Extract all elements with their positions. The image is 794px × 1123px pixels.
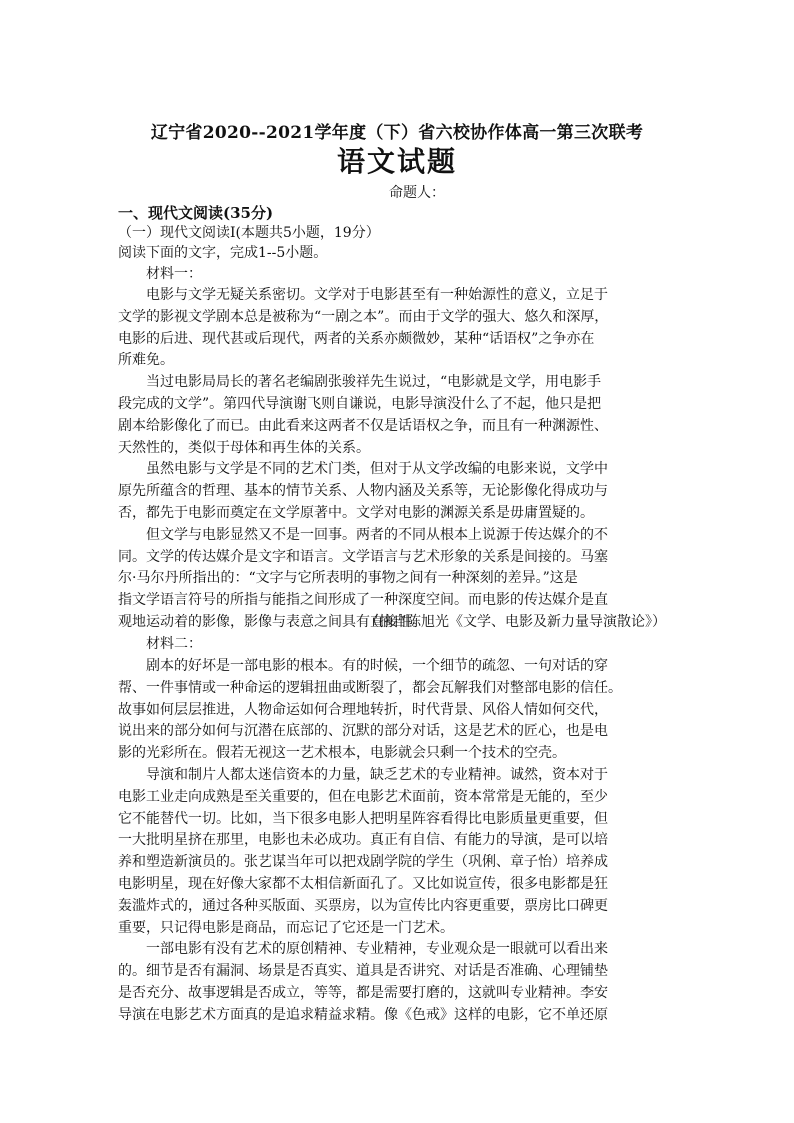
text-line: 指文学语言符号的所指与能指之间形成了一种深度空间。而电影的传达媒介是直 [118,592,608,609]
text-line: 观地运动着的影像，影像与表意之间具有直接性。 [118,614,426,630]
text-line: 的。细节是否有漏洞、场景是否真实、道具是否讲究、对话是否准确、心理铺垫 [118,963,608,980]
text-line: 同。文学的传达媒介是文字和语言。文学语言与艺术形象的关系是间接的。马塞 [118,548,608,565]
subject-title: 语文试题 [336,145,457,178]
text-line: 一大批明星挤在那里，电影也未必成功。真正有自信、有能力的导演，是可以培 [118,832,608,849]
text-line: 养和塑造新演员的。张艺谋当年可以把戏剧学院的学生（巩俐、章子怡）培养成 [118,854,608,871]
instruction-text: 阅读下面的文字，完成1--5小题。 [118,245,328,261]
text-line: 剧本的好坏是一部电影的根本。有的时候，一个细节的疏忽、一句对话的穿 [146,658,608,674]
text-line: 剧本给影像化了而已。由此看来这两者不仅是话语权之争，而且有一种渊源性、 [118,417,608,434]
text-line: 虽然电影与文学是不同的艺术门类，但对于从文学改编的电影来说，文学中 [146,461,608,478]
text-line: 故事如何层层推进，人物命运如何合理地转折，时代背景、风俗人情如何交代， [118,701,608,718]
text-line: 当过电影局局长的著名老编剧张骏祥先生说过，“电影就是文学，用电影手 [146,374,602,391]
text-line: 它不能替代一切。比如，当下很多电影人把明星阵容看得比电影质量更重要，但 [118,810,608,827]
text-line: 重要，只记得电影是商品，而忘记了它还是一门艺术。 [118,919,454,936]
text-line: 段完成的文学”。第四代导演谢飞则自谦说，电影导演没什么了不起，他只是把 [118,396,602,412]
text-line: 电影与文学无疑关系密切。文学对于电影甚至有一种始源性的意义，立足于 [146,287,608,303]
source-citation: （摘自陈旭光《文学、电影及新力量导演散论》） [365,614,666,630]
author-label: 命题人： [389,185,445,201]
text-line: 但文学与电影显然又不是一回事。两者的不同从根本上说源于传达媒介的不 [146,526,608,543]
text-line: 否，都先于电影而奠定在文学原著中。文学对电影的渊源关系是毋庸置疑的。 [118,505,594,521]
material-label: 材料一： [146,266,202,282]
text-line: 天然性的，类似于母体和再生体的关系。 [118,439,370,456]
material-label: 材料二： [146,636,202,652]
text-line: 尔·马尔丹所指出的：“文字与它所表明的事物之间有一种深刻的差异。”这是 [118,570,578,587]
text-line: 一部电影有没有艺术的原创精神、专业精神，专业观众是一眼就可以看出来 [146,941,608,958]
text-line: 是否充分、故事逻辑是否成立，等等，都是需要打磨的，这就叫专业精神。李安 [118,985,608,1001]
text-line: 电影的后进、现代甚或后现代，两者的关系亦颇微妙，某种“话语权”之争亦在 [118,330,595,347]
text-line: 原先所蕴含的哲理、基本的情节关系、人物内涵及关系等，无论影像化得成功与 [118,483,608,500]
text-line: 导演和制片人都太迷信资本的力量，缺乏艺术的专业精神。诚然，资本对于 [146,767,608,783]
text-line: 帮、一件事情或一种命运的逻辑扭曲或断裂了，都会瓦解我们对整部电影的信任。 [118,679,622,696]
subsection-heading: （一）现代文阅读Ⅰ(本题共5小题，19分） [118,225,380,241]
text-line: 导演在电影艺术方面真的是追求精益求精。像《色戒》这样的电影，它不单还原 [118,1006,608,1023]
text-line: 电影明星，现在好像大家都不太相信新面孔了。又比如说宣传，很多电影都是狂 [118,876,608,892]
exam-title: 辽宁省2020--2021学年度（下）省六校协作体高一第三次联考 [150,123,644,143]
text-line: 影的光彩所在。假若无视这一艺术根本，电影就会只剩一个技术的空壳。 [118,745,566,762]
text-line: 说出来的部分如何与沉潜在底部的、沉默的部分对话，这是艺术的匠心，也是电 [118,723,608,740]
text-line: 所难免。 [118,352,174,369]
text-line: 轰滥炸式的，通过各种买版面、买票房，以为宣传比内容更重要，票房比口碑更 [118,897,608,914]
text-line: 文学的影视文学剧本总是被称为“一剧之本”。而由于文学的强大、悠久和深厚， [118,308,609,325]
text-line: 电影工业走向成熟是至关重要的，但在电影艺术面前，资本常常是无能的，至少 [118,788,608,805]
section-heading: 一、现代文阅读(35分) [118,204,274,222]
